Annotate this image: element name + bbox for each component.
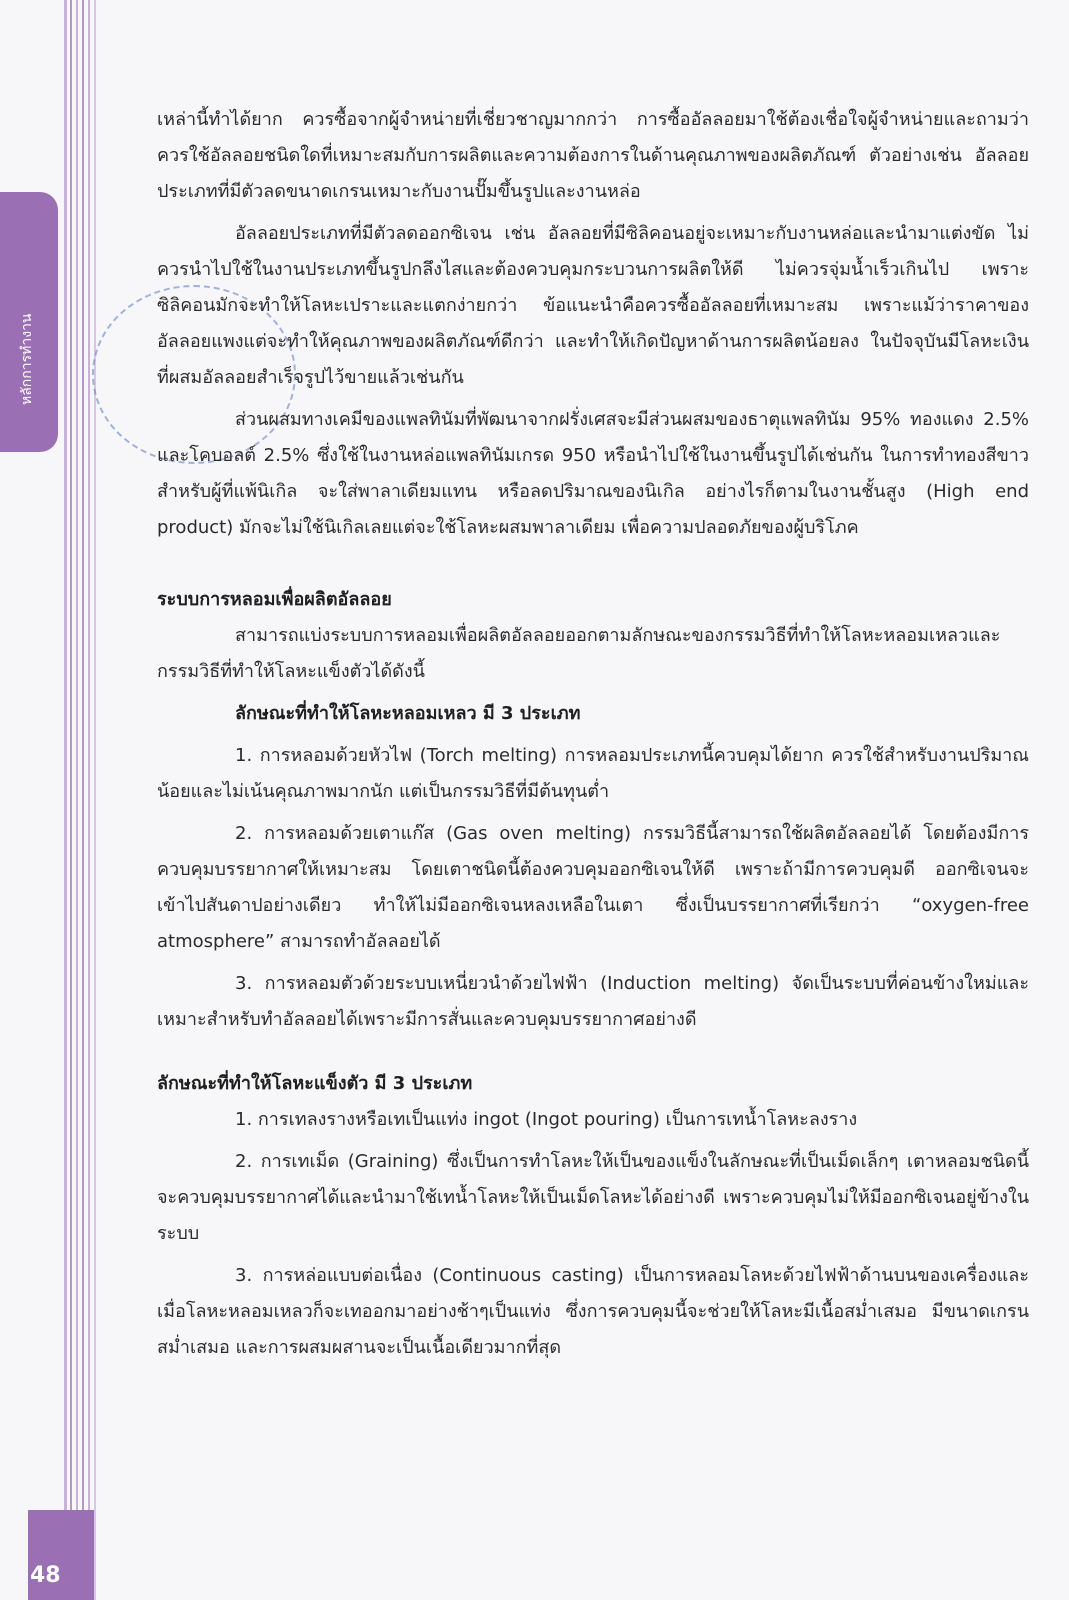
spacer — [157, 1044, 1029, 1066]
solidifying-item-3: 3. การหล่อแบบต่อเนื่อง (Continuous casting) เป็นการหลอมโลหะด้วยไฟฟ้าด้านบนของเครื่องและเมื่อโลหะหลอมเหลวก็จะเทออกมาอย่างช้าๆเป็นแท่ง ซึ่งการควบคุมนี้จะช่วยให้โลหะมีเนื้อสม่ำเสมอ มีขนาดเกรนสม่ำเสมอ และการผสมผสานจะเป็นเนื้อเดียวมากที่สุด — [157, 1265, 1029, 1358]
stripe — [88, 0, 90, 1600]
chapter-tab-label: หลักการทำงาน — [19, 313, 35, 405]
section-heading: ระบบการหลอมเพื่อผลิตอัลลอย — [157, 589, 392, 610]
stripe — [76, 0, 78, 1600]
melting-heading: ลักษณะที่ทำให้โลหะหลอมเหลว มี 3 ประเภท — [235, 703, 581, 724]
page-number: 48 — [30, 1563, 61, 1588]
solidifying-item-2: 2. การเทเม็ด (Graining) ซึ่งเป็นการทำโลหะให้เป็นของแข็งในลักษณะที่เป็นเม็ดเล็กๆ เตาหลอมชนิดนี้จะควบคุมบรรยากาศได้และนำมาใช้เทน้ำโลหะให้เป็นเม็ดโลหะได้อย่างดี เพราะควบคุมไม่ให้มีออกซิเจนอยู่ข้างในระบบ — [157, 1151, 1029, 1244]
stripe — [94, 0, 96, 1600]
stripe — [64, 0, 67, 1600]
melting-item-3: 3. การหลอมตัวด้วยระบบเหนี่ยวนำด้วยไฟฟ้า (Induction melting) จัดเป็นระบบที่ค่อนข้างใหม่และเหมาะสำหรับทำอัลลอยได้เพราะมีการสั่นและควบคุมบรรยากาศอย่างดี — [157, 973, 1029, 1030]
page-content — [157, 102, 1029, 1372]
intro-paragraph-2: อัลลอยประเภทที่มีตัวลดออกซิเจน เช่น อัลลอยที่มีซิลิคอนอยู่จะเหมาะกับงานหล่อและนำมาแต่งขัด ไม่ควรนำไปใช้ในงานประเภทขึ้นรูปกลึงไสและต้องควบคุมกระบวนการผลิตให้ดี ไม่ควรจุ่มน้ำเร็วเกินไป เพราะซิลิคอนมักจะทำให้โลหะเปราะและแตกง่ายกว่า ข้อแนะนำคือควรซื้ออัลลอยที่เหมาะสม เพราะแม้ว่าราคาของอัลลอยแพงแต่จะทำให้คุณภาพของผลิตภัณฑ์ดีกว่า และทำให้เกิดปัญหาด้านการผลิตน้อยลง ในปัจจุบันมีโลหะเงินที่ผสมอัลลอยสำเร็จรูปไว้ขายแล้วเช่นกัน — [157, 223, 1029, 388]
solidifying-heading: ลักษณะที่ทำให้โลหะแข็งตัว มี 3 ประเภท — [157, 1073, 473, 1094]
stripe — [70, 0, 72, 1600]
solidifying-item-1: 1. การเทลงรางหรือเทเป็นแท่ง ingot (Ingot pouring) เป็นการเทน้ำโลหะลงราง — [235, 1109, 858, 1130]
spacer — [157, 552, 1029, 582]
melting-item-2: 2. การหลอมด้วยเตาแก๊ส (Gas oven melting) กรรมวิธีนี้สามารถใช้ผลิตอัลลอยได้ โดยต้องมีการควบคุมบรรยากาศให้เหมาะสม โดยเตาชนิดนี้ต้องควบคุมออกซิเจนให้ดี เพราะถ้ามีการควบคุมดี ออกซิเจนจะเข้าไปสันดาปอย่างเดียว ทำให้ไม่มีออกซิเจนหลงเหลือในเตา ซึ่งเป็นบรรยากาศที่เรียกว่า “oxygen-free atmosphere” สามารถทำอัลลอยได้ — [157, 823, 1029, 952]
section-intro: สามารถแบ่งระบบการหลอมเพื่อผลิตอัลลอยออกตามลักษณะของกรรมวิธีที่ทำให้โลหะหลอมเหลวและกรรมวิธีที่ทำให้โลหะแข็งตัวได้ดังนี้ — [157, 625, 1001, 682]
melting-item-1: 1. การหลอมด้วยหัวไฟ (Torch melting) การหลอมประเภทนี้ควบคุมได้ยาก ควรใช้สำหรับงานปริมาณน้อยและไม่เน้นคุณภาพมากนัก แต่เป็นกรรมวิธีที่มีต้นทุนต่ำ — [157, 745, 1029, 802]
intro-paragraph-3: ส่วนผสมทางเคมีของแพลทินัมที่พัฒนาจากฝรั่งเศสจะมีส่วนผสมของธาตุแพลทินัม 95% ทองแดง 2.5% และโคบอลต์ 2.5% ซึ่งใช้ในงานหล่อแพลทินัมเกรด 950 หรือนำไปใช้ในงานขึ้นรูปได้เช่นกัน ในการทำทองสีขาว สำหรับผู้ที่แพ้นิเกิล จะใส่พาลาเดียมแทน หรือลดปริมาณของนิเกิล อย่างไรก็ตามในงานชั้นสูง (High end product) มักจะไม่ใช้นิเกิลเลยแต่จะใช้โลหะผสมพาลาเดียม เพื่อความปลอดภัยของผู้บริโภค — [157, 409, 1029, 538]
stripe — [82, 0, 84, 1600]
intro-paragraph-1: เหล่านี้ทำได้ยาก ควรซื้อจากผู้จำหน่ายที่เชี่ยวชาญมากกว่า การซื้ออัลลอยมาใช้ต้องเชื่อใจผู้จำหน่ายและถามว่าควรใช้อัลลอยชนิดใดที่เหมาะสมกับการผลิตและความต้องการในด้านคุณภาพของผลิตภัณฑ์ ตัวอย่างเช่น อัลลอยประเภทที่มีตัวลดขนาดเกรนเหมาะกับงานปั๊มขึ้นรูปและงานหล่อ — [157, 109, 1029, 202]
